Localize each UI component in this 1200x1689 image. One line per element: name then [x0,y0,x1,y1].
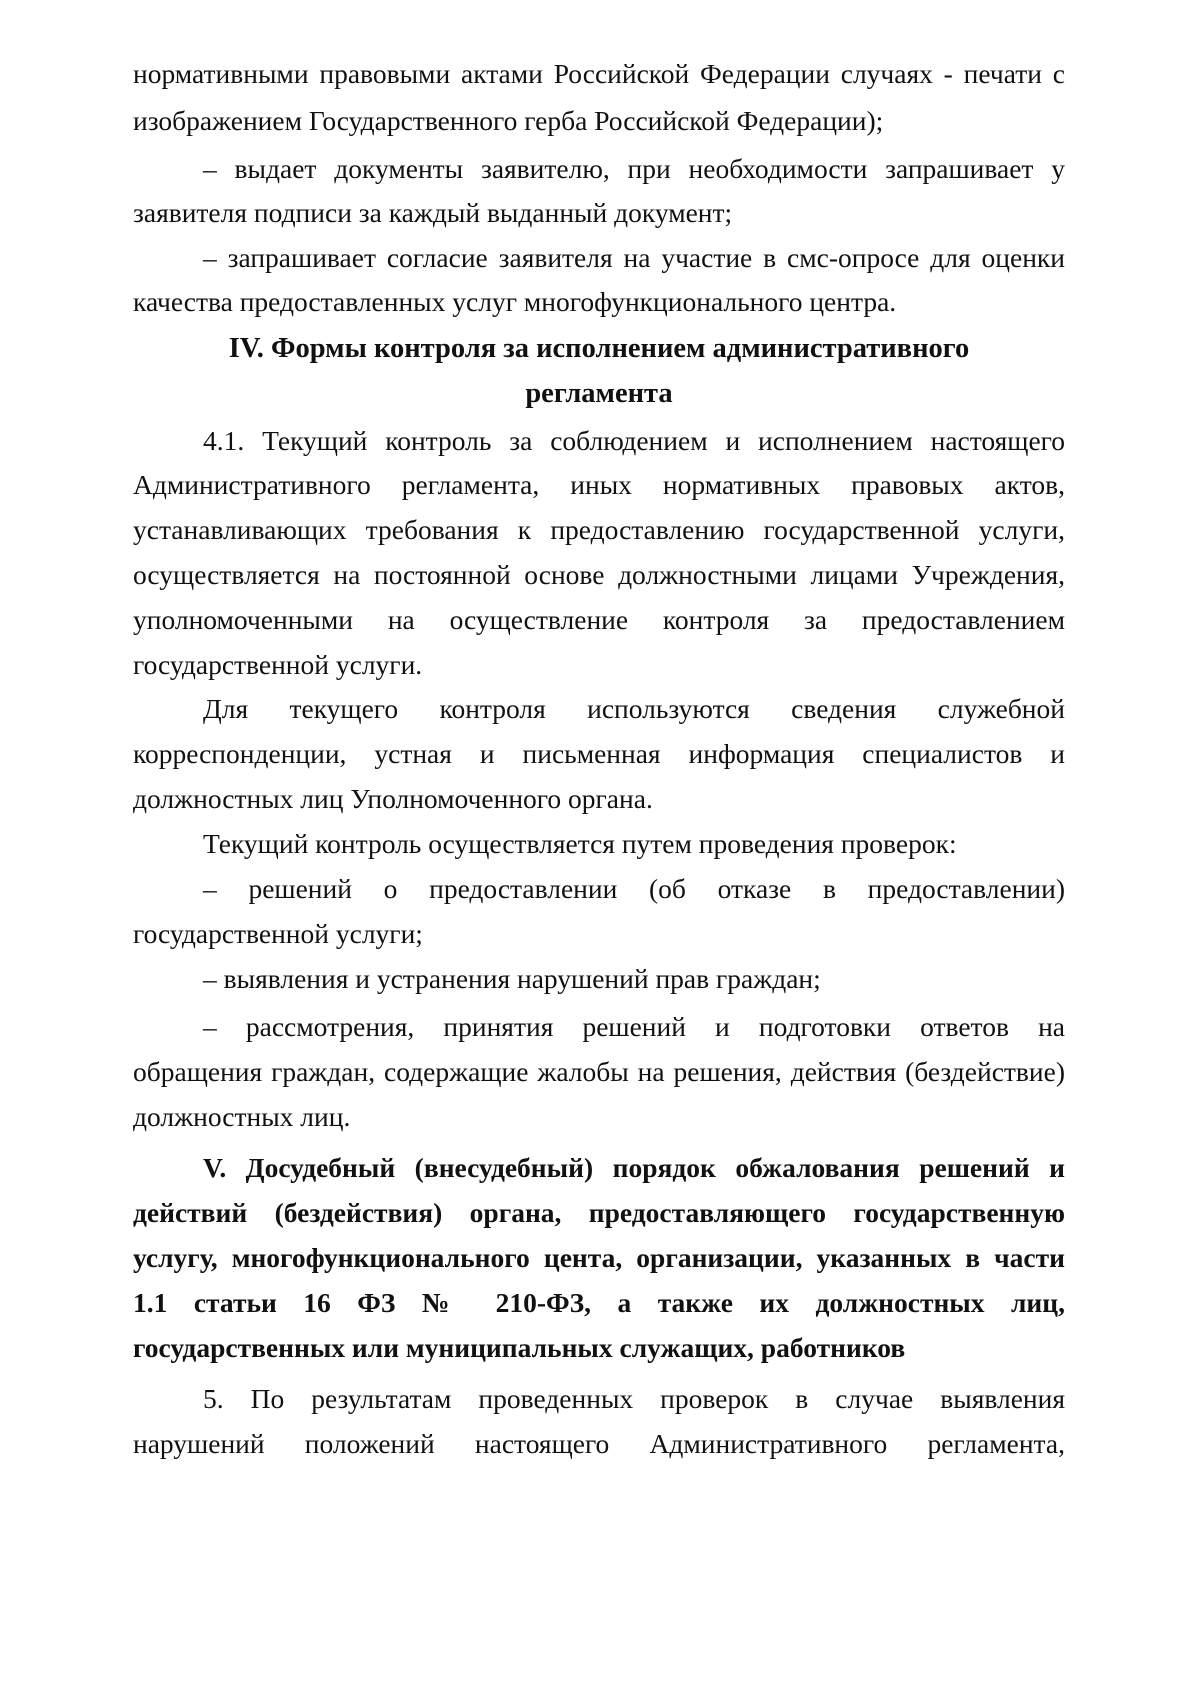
section-heading: IV. Формы контроля за исполнением административного [228,333,970,364]
list-item-line: – запрашивает согласие заявителя на участие в смс-опросе для оценки [203,242,1065,273]
section-heading: государственных или муниципальных служащих, работников [133,1332,906,1363]
section-heading: услугу, многофункционального цента, организации, указанных в части [133,1242,1065,1273]
list-item-line: – выдает документы заявителю, при необходимости запрашивает у [203,153,1065,184]
paragraph-line: государственной услуги; [133,918,423,949]
paragraph-line: уполномоченными на осуществление контроля за предоставлением [133,604,1065,635]
list-item-line: – решений о предоставлении (об отказе в предоставлении) [203,873,1065,904]
paragraph-line: должностных лиц. [133,1101,351,1132]
paragraph-line: осуществляется на постоянной основе должностными лицами Учреждения, [133,559,1065,590]
paragraph-line: Текущий контроль осуществляется путем проведения проверок: [203,828,957,859]
paragraph-line: нарушений положений настоящего Административного регламента, [133,1428,1065,1459]
paragraph-line: нормативными правовыми актами Российской Федерации случаях - печати с [133,58,1065,89]
paragraph-line: Для текущего контроля используются сведения служебной [203,693,1065,724]
paragraph-line: должностных лиц Уполномоченного органа. [133,783,653,814]
paragraph-line: устанавливающих требования к предоставлению государственной услуги, [133,514,1065,545]
paragraph-line: 5. По результатам проведенных проверок в случае выявления [203,1383,1065,1414]
paragraph-line: Административного регламента, иных нормативных правовых актов, [133,469,1065,500]
paragraph-line: обращения граждан, содержащие жалобы на решения, действия (бездействие) [133,1056,1065,1087]
paragraph-line: государственной услуги. [133,649,423,680]
section-heading: V. Досудебный (внесудебный) порядок обжалования решений и [203,1152,1065,1183]
paragraph-line: 4.1. Текущий контроль за соблюдением и исполнением настоящего [203,425,1065,456]
paragraph-line: качества предоставленных услуг многофункционального центра. [133,286,897,317]
list-item-line: – выявления и устранения нарушений прав граждан; [203,963,821,994]
list-item-line: – рассмотрения, принятия решений и подготовки ответов на [203,1011,1065,1042]
paragraph-line: изображением Государственного герба Российской Федерации); [133,105,884,136]
section-heading: регламента [525,378,673,409]
paragraph-line: корреспонденции, устная и письменная информация специалистов и [133,738,1065,769]
section-heading: 1.1 статьи 16 ФЗ № 210-ФЗ, а также их должностных лиц, [133,1287,1065,1318]
section-heading: действий (бездействия) органа, предоставляющего государственную [133,1197,1065,1228]
paragraph-line: заявителя подписи за каждый выданный документ; [133,197,733,228]
